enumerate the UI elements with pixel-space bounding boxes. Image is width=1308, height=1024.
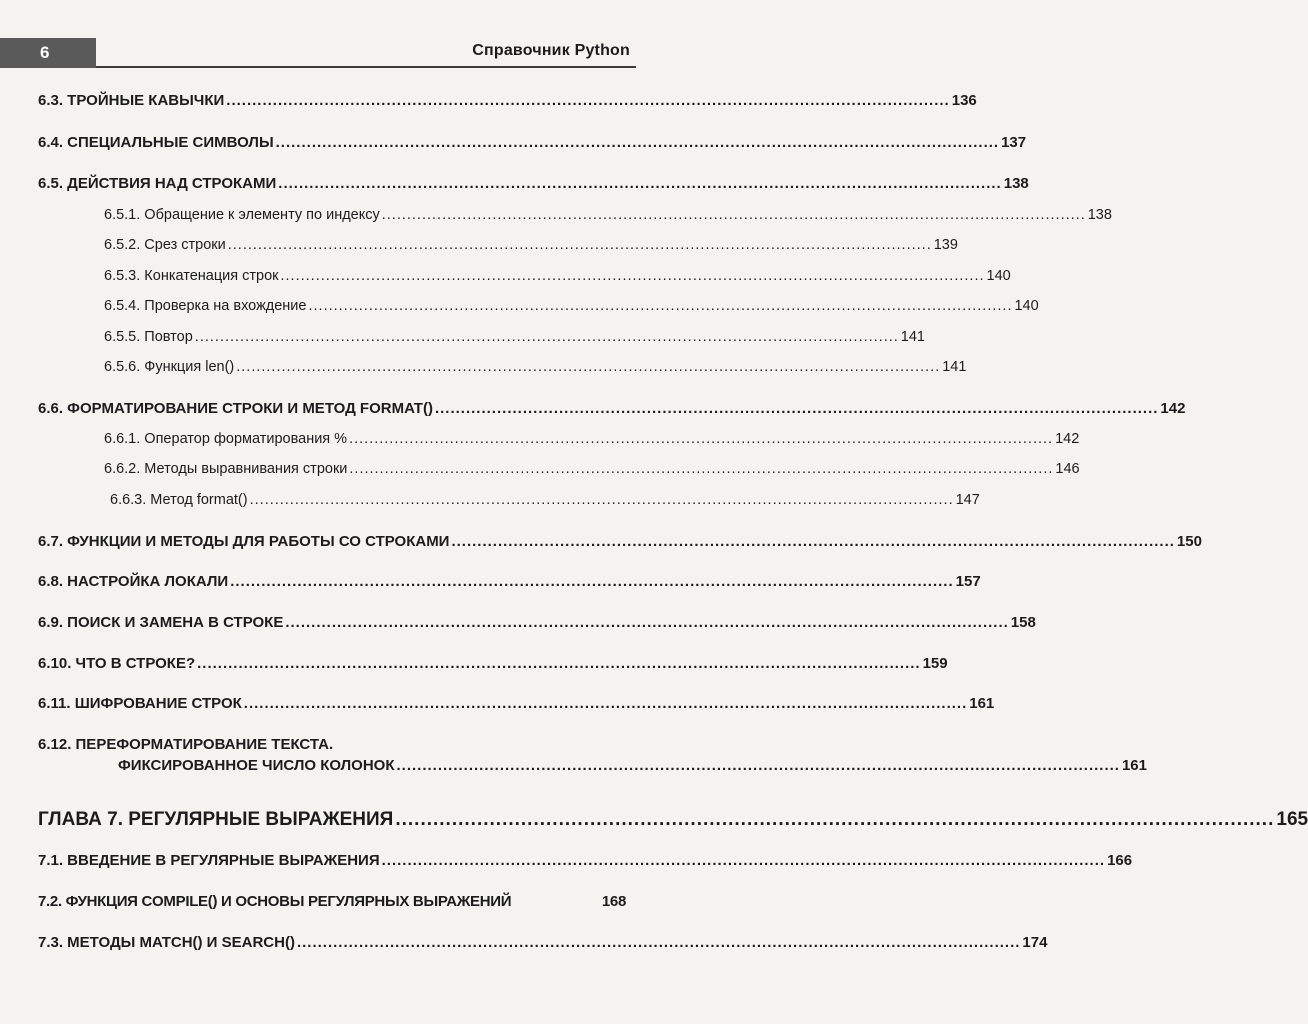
toc-entry [38,175,1029,192]
dot-leader: ............................................................................................................................................ [381,852,1106,869]
dot-leader: ............................................................................................................................................ [280,268,985,284]
page-header [0,38,636,70]
toc-entry-page: 138 [1003,175,1029,192]
chapter-title: ГЛАВА 7. РЕГУЛЯРНЫЕ ВЫРАЖЕНИЯ [38,809,394,830]
toc-entry-title: 7.2. ФУНКЦИЯ COMPILE() И ОСНОВЫ РЕГУЛЯРНЫХ ВЫРАЖЕНИЙ [38,893,512,910]
toc-entry-title: 6.5. ДЕЙСТВИЯ НАД СТРОКАМИ [38,175,277,192]
toc-entry-title: 6.5.3. Конкатенация строк [104,268,279,284]
toc-subentry [104,461,1080,477]
toc-entry-title: 6.5.1. Обращение к элементу по индексу [104,207,380,223]
toc-entry-page: 146 [1055,461,1080,477]
dot-leader: ............................................................................................................................................ [278,175,1002,192]
toc-entry [38,614,1036,631]
toc-entry-page: 139 [933,237,958,253]
toc-entry-title: 7.3. МЕТОДЫ MATCH() И SEARCH() [38,934,295,951]
dot-leader: ............................................................................................................................................ [249,492,954,508]
toc-subentry [104,237,958,253]
dot-leader: ............................................................................................................................................ [230,573,954,590]
dot-leader: ............................................................................................................................................ [194,329,899,345]
dot-leader: ............................................................................................................................................ [285,614,1009,631]
dot-leader: ............................................................................................................................................ [227,237,932,253]
dot-leader: ............................................................................................................................................ [395,809,1275,830]
toc-entry-title: 6.5.4. Проверка на вхождение [104,298,307,314]
dot-leader: ............................................................................................................................................ [381,207,1086,223]
dot-leader: ............................................................................................................................................ [226,92,950,109]
toc-entry [38,893,626,910]
toc-subentry [104,329,925,345]
toc-entry-title: 6.9. ПОИСК И ЗАМЕНА В СТРОКЕ [38,614,284,631]
toc-entry [38,573,981,590]
toc-entry-title: 6.10. ЧТО В СТРОКЕ? [38,655,196,672]
dot-leader: ............................................................................................................................................ [349,431,1054,447]
dot-leader: ............................................................................................................................................ [396,757,1120,774]
toc-entry [38,533,1202,550]
toc-entry-title: 6.11. ШИФРОВАНИЕ СТРОК [38,695,242,712]
toc-entry-page: 168 [601,893,626,910]
toc-subentry [104,431,1080,447]
toc-entry-page: 161 [969,695,995,712]
toc-entry-title: 6.6.2. Методы выравнивания строки [104,461,348,477]
dot-leader: ............................................................................................................................................ [451,533,1175,550]
dot-leader: ............................................................................................................................................ [275,134,1000,151]
toc-entry [38,655,948,672]
dot-leader: ............................................................................................................................................ [197,655,921,672]
chapter-page: 165 [1276,809,1308,830]
toc-entry-title: 6.5.5. Повтор [104,329,193,345]
toc-entry-page: 140 [1014,298,1039,314]
toc-entry-page: 141 [900,329,925,345]
toc-entry-page: 161 [1121,757,1147,774]
toc-subentry [104,359,967,375]
toc-entry-title: 6.4. СПЕЦИАЛЬНЫЕ СИМВОЛЫ [38,134,274,151]
toc-entry-title: 6.7. ФУНКЦИИ И МЕТОДЫ ДЛЯ РАБОТЫ СО СТРОКАМИ [38,533,450,550]
toc-entry-page: 137 [1001,134,1027,151]
toc-entry-title: 6.6.3. Метод format() [110,492,248,508]
toc-entry [38,934,1048,951]
toc-entry-title: 6.5.2. Срез строки [104,237,226,253]
dot-leader: ............................................................................................................................................ [349,461,1054,477]
header-rule [96,66,636,68]
toc-entry-page: 140 [986,268,1011,284]
toc-subentry [110,492,980,508]
toc-subentry [104,268,1011,284]
dot-leader: ............................................................................................................................................ [434,400,1159,417]
toc-entry [38,92,977,109]
toc-entry-page: 138 [1087,207,1112,223]
dot-leader: ............................................................................................................................................ [308,298,1013,314]
toc-entry [38,852,1133,869]
page-number: 6 [0,38,96,68]
toc-entry-title: 6.8. НАСТРОЙКА ЛОКАЛИ [38,573,229,590]
toc-entry [38,134,1027,151]
toc-entry-title: 6.6.1. Оператор форматирования % [104,431,348,447]
toc-entry-page: 159 [922,655,948,672]
toc-entry-title: 6.5.6. Функция len() [104,359,235,375]
toc-entry [38,695,995,712]
toc-entry-page: 157 [955,573,981,590]
toc-entry-page: 142 [1055,431,1080,447]
toc-entry-page: 150 [1176,533,1202,550]
dot-leader: ............................................................................................................................................ [243,695,968,712]
toc-entry [118,757,1147,774]
toc-entry-title: 6.3. ТРОЙНЫЕ КАВЫЧКИ [38,92,225,109]
book-title: Справочник Python [472,42,630,59]
toc-entry-page: 166 [1107,852,1133,869]
toc-subentry [104,207,1112,223]
toc-entry-title: 7.1. ВВЕДЕНИЕ В РЕГУЛЯРНЫЕ ВЫРАЖЕНИЯ [38,852,380,869]
toc-entry-title: ФИКСИРОВАННОЕ ЧИСЛО КОЛОНОК [118,757,395,774]
dot-leader: ............................................................................................................................................ [296,934,1021,951]
toc-entry-title-line1: 6.12. ПЕРЕФОРМАТИРОВАНИЕ ТЕКСТА. [38,736,334,753]
toc-entry-page: 147 [955,492,980,508]
toc-entry-page: 174 [1022,934,1048,951]
toc-entry [38,400,1186,417]
chapter-heading [38,809,1308,831]
toc-entry-page: 136 [951,92,977,109]
toc-entry-title: 6.6. ФОРМАТИРОВАНИЕ СТРОКИ И МЕТОД FORMAT() [38,400,433,417]
toc-entry-page: 141 [942,359,967,375]
toc-subentry [104,298,1039,314]
toc-entry-page: 158 [1010,614,1036,631]
dot-leader: ............................................................................................................................................ [236,359,941,375]
toc-entry-page: 142 [1160,400,1186,417]
